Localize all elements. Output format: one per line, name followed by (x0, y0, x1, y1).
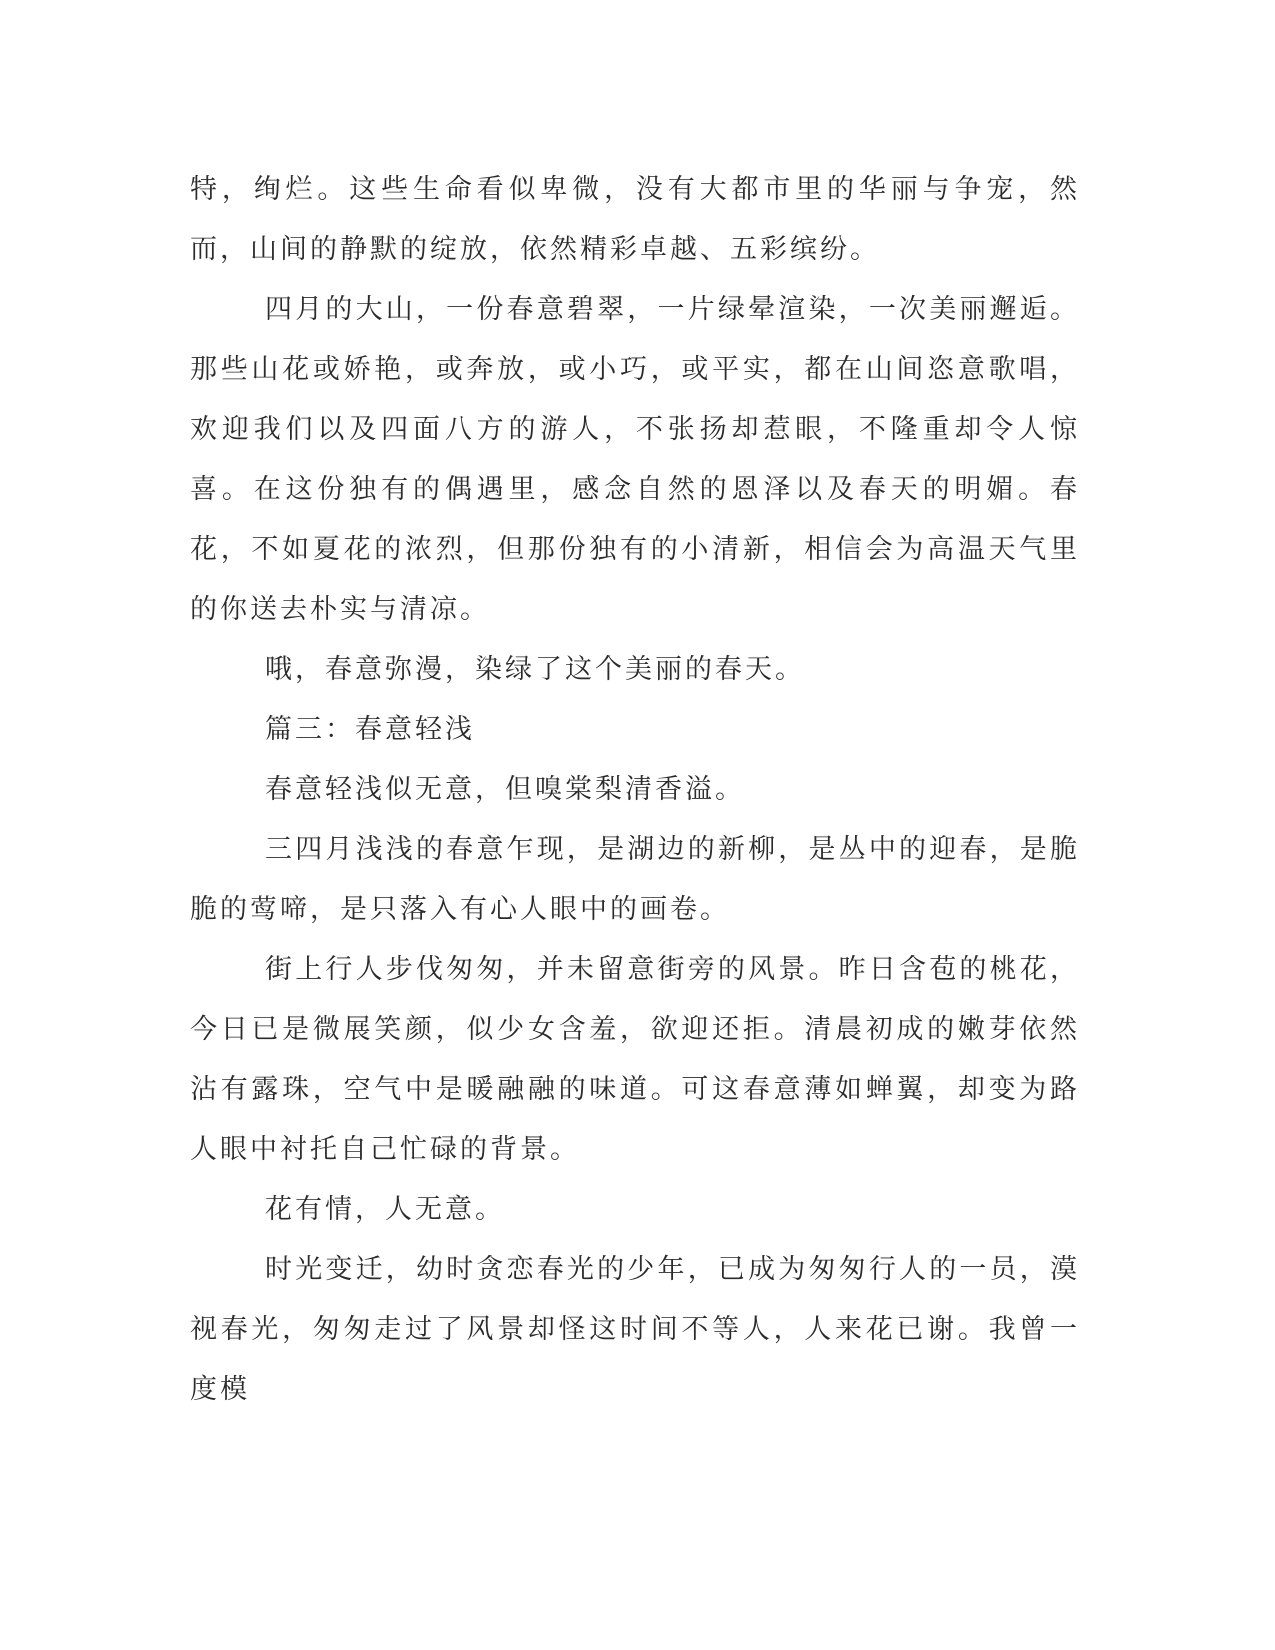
paragraph: 花有情，人无意。 (265, 1194, 505, 1225)
paragraph: 春意轻浅似无意，但嗅棠梨清香溢。 (265, 774, 745, 805)
paragraph: 特，绚烂。这些生命看似卑微，没有大都市里的华丽与争宠，然而，山间的静默的绽放，依然精彩卓越、五彩缤纷。 (190, 174, 1080, 265)
paragraph: 时光变迁，幼时贪恋春光的少年，已成为匆匆行人的一员，漠视春光，匆匆走过了风景却怪这时间不等人，人来花已谢。我曾一度模 (190, 1254, 1080, 1405)
paragraph: 街上行人步伐匆匆，并未留意街旁的风景。昨日含苞的桃花，今日已是微展笑颜，似少女含羞，欲迎还拒。清晨初成的嫩芽依然沾有露珠，空气中是暖融融的味道。可这春意薄如蝉翼，却变为路人眼中衬托自己忙碌的背景。 (190, 954, 1080, 1165)
paragraph: 三四月浅浅的春意乍现，是湖边的新柳，是丛中的迎春，是脆脆的莺啼，是只落入有心人眼中的画卷。 (190, 834, 1080, 925)
paragraph: 哦，春意弥漫，染绿了这个美丽的春天。 (265, 654, 805, 685)
section-heading: 篇三：春意轻浅 (265, 714, 475, 745)
text-body (190, 160, 1080, 1420)
paragraph: 四月的大山，一份春意碧翠，一片绿晕渲染，一次美丽邂逅。那些山花或娇艳，或奔放，或小巧，或平实，都在山间恣意歌唱，欢迎我们以及四面八方的游人，不张扬却惹眼，不隆重却令人惊喜。在这份独有的偶遇里，感念自然的恩泽以及春天的明媚。春花，不如夏花的浓烈，但那份独有的小清新，相信会为高温天气里的你送去朴实与清凉。 (190, 294, 1080, 625)
